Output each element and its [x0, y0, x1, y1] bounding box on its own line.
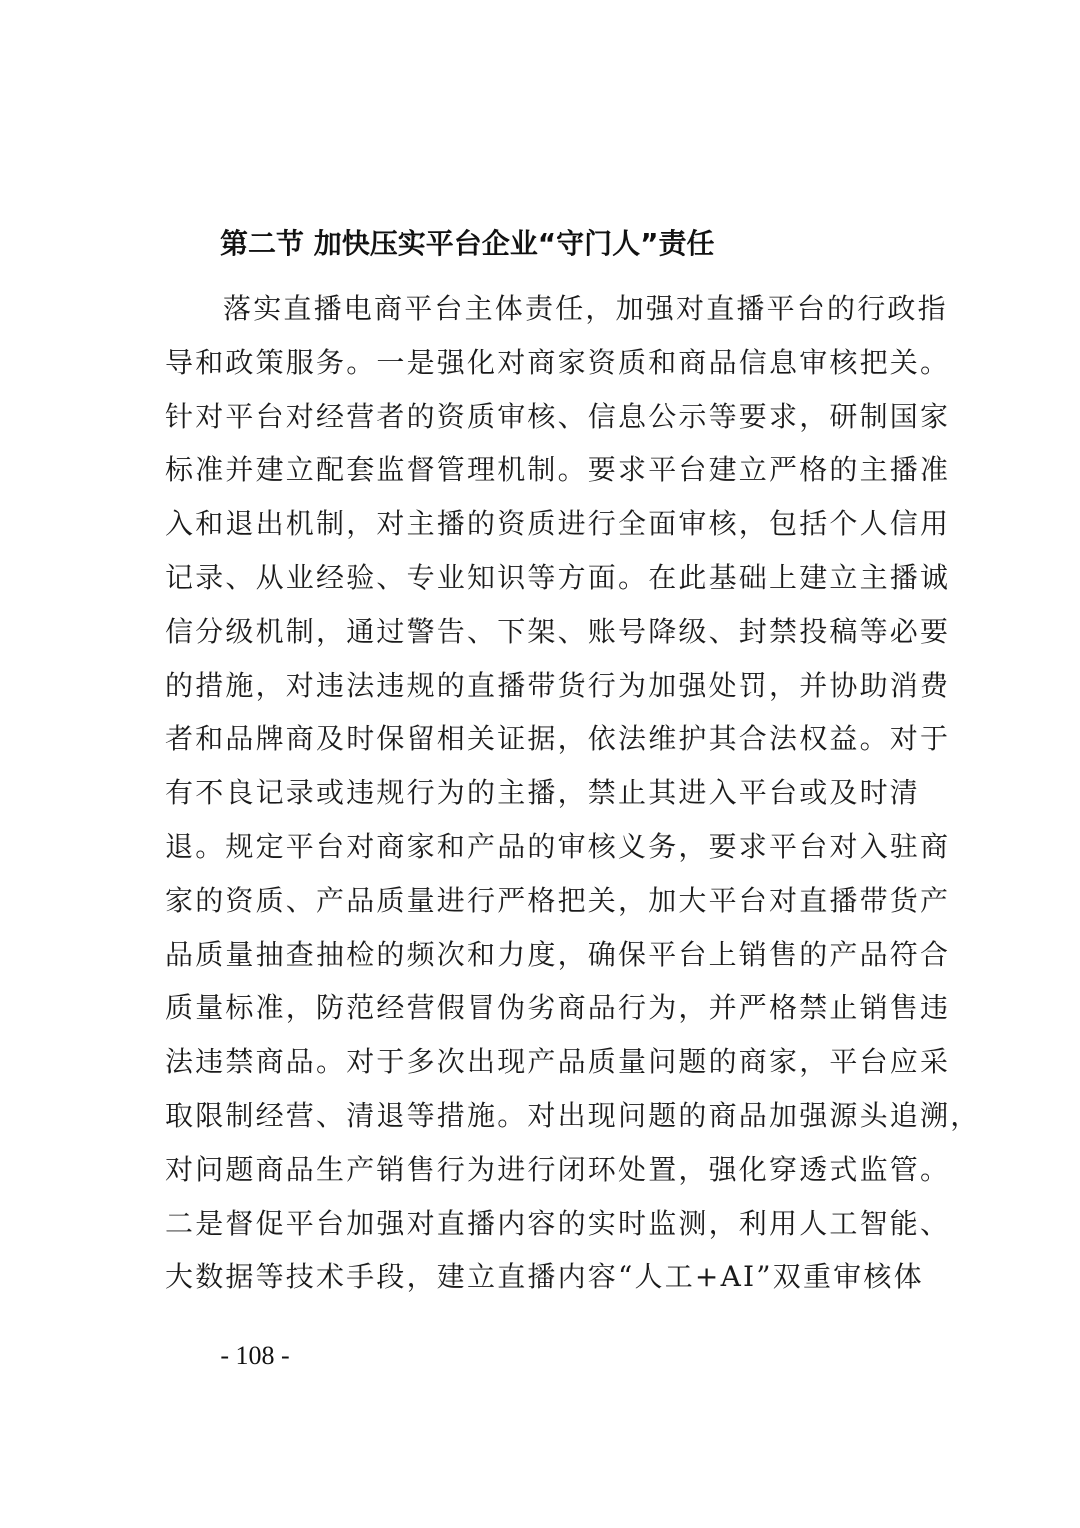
paragraph-line: 信分级机制，通过警告、下架、账号降级、封禁投稿等必要	[165, 614, 951, 648]
paragraph-line: 落实直播电商平台主体责任，加强对直播平台的行政指	[223, 292, 948, 325]
body-paragraph	[165, 282, 981, 1304]
paragraph-line: 退。规定平台对商家和产品的审核义务，要求平台对入驻商	[165, 829, 951, 863]
paragraph-line: 者和品牌商及时保留相关证据，依法维护其合法权益。对于	[165, 722, 951, 756]
paragraph-line: 针对平台对经营者的资质审核、信息公示等要求，研制国家	[165, 399, 951, 433]
paragraph-line: 的措施，对违法违规的直播带货行为加强处罚，并协助消费	[165, 668, 951, 702]
paragraph-line: 大数据等技术手段，建立直播内容“人工+AI”双重审核体	[165, 1260, 924, 1294]
paragraph-line: 二是督促平台加强对直播内容的实时监测，利用人工智能、	[165, 1206, 951, 1240]
page-number: - 108 -	[220, 1341, 290, 1370]
paragraph-line: 导和政策服务。一是强化对商家资质和商品信息审核把关。	[165, 345, 951, 379]
section-heading: 第二节 加快压实平台企业“守门人”责任	[220, 227, 715, 260]
paragraph-line: 法违禁商品。对于多次出现产品质量问题的商家，平台应采	[165, 1045, 951, 1079]
paragraph-line: 对问题商品生产销售行为进行闭环处置，强化穿透式监管。	[165, 1152, 951, 1186]
paragraph-line: 家的资质、产品质量进行严格把关，加大平台对直播带货产	[165, 883, 951, 917]
paragraph-line: 品质量抽查抽检的频次和力度，确保平台上销售的产品符合	[165, 937, 951, 971]
paragraph-line: 标准并建立配套监督管理机制。要求平台建立严格的主播准	[165, 453, 951, 487]
paragraph-line: 入和退出机制，对主播的资质进行全面审核，包括个人信用	[165, 507, 951, 541]
paragraph-line: 有不良记录或违规行为的主播，禁止其进入平台或及时清	[165, 776, 921, 810]
paragraph-line: 记录、从业经验、专业知识等方面。在此基础上建立主播诚	[165, 560, 951, 594]
paragraph-line: 质量标准，防范经营假冒伪劣商品行为，并严格禁止销售违	[165, 991, 951, 1025]
paragraph-line: 取限制经营、清退等措施。对出现问题的商品加强源头追溯，	[165, 1098, 981, 1132]
